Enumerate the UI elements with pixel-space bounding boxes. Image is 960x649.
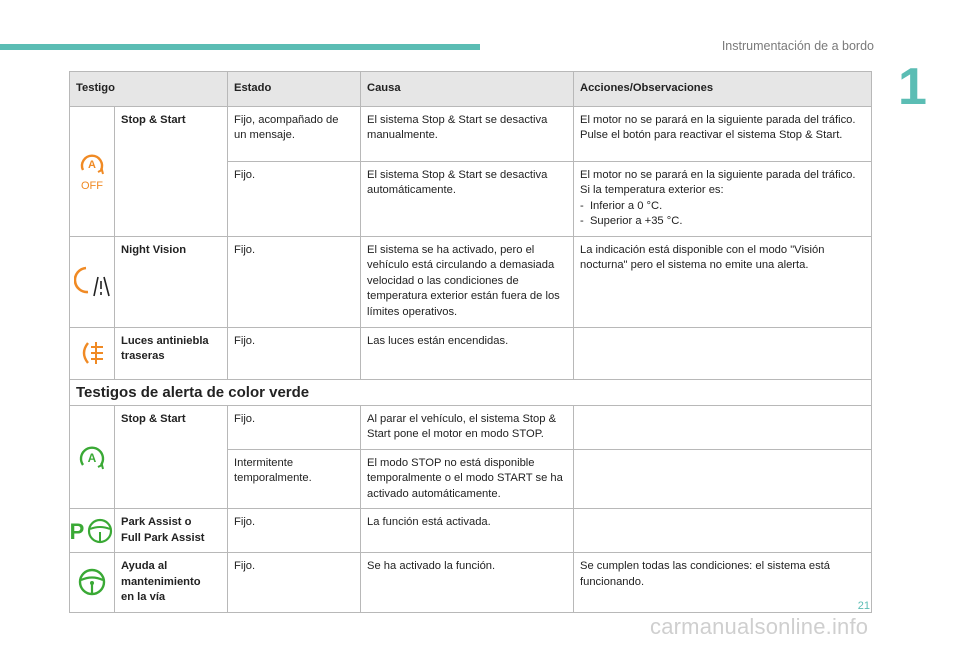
bullet-item: - Inferior a 0 °C.: [580, 199, 663, 212]
section-title: Instrumentación de a bordo: [721, 39, 874, 53]
state-text: Fijo, acompañado de un mensaje.: [228, 106, 361, 161]
bullet-item: - Superior a +35 °C.: [580, 215, 683, 227]
park-assist-icon: [70, 516, 114, 546]
icon-cell: [70, 509, 115, 553]
action-text: La indicación está disponible con el modo "Visión nocturna" pero el sistema no emite una alerta.: [574, 236, 872, 327]
cause-text: La función está activada.: [361, 509, 574, 553]
indicator-name: [115, 509, 228, 553]
column-header: Acciones/Observaciones: [574, 72, 872, 107]
indicator-name: Stop & Start: [115, 405, 228, 509]
cause-text: Se ha activado la función.: [361, 553, 574, 613]
state-text: Fijo.: [228, 405, 361, 449]
cause-text: El sistema se ha activado, pero el vehículo está circulando a demasiada velocidad o las condiciones de temperatura exterior están fuera de los límites operativos.: [361, 236, 574, 327]
page-number: 21: [857, 600, 870, 612]
state-text: Fijo.: [228, 161, 361, 236]
warning-lights-table: [69, 71, 872, 613]
column-header: Testigo: [70, 72, 228, 107]
table-row: [70, 553, 872, 613]
night-vision-icon: [74, 265, 110, 299]
park-letter: P: [70, 518, 85, 544]
chapter-number: 1: [898, 58, 927, 116]
icon-cell: [70, 405, 115, 509]
table-row: [70, 327, 872, 379]
name-line: traseras: [121, 350, 165, 362]
state-text: Fijo.: [228, 236, 361, 327]
action-text: [574, 106, 872, 161]
cause-text: Al parar el vehículo, el sistema Stop & Start pone el motor en modo STOP.: [361, 405, 574, 449]
action-text: [574, 509, 872, 553]
state-text: Fijo.: [228, 509, 361, 553]
bullet-text: Inferior a 0 °C.: [589, 199, 663, 212]
action-text: [574, 327, 872, 379]
cause-text: El modo STOP no está disponible temporalmente o el modo START se ha activado automáticamente.: [361, 449, 574, 509]
rear-fog-light-icon: [77, 340, 107, 366]
action-line: El motor no se parará en la siguiente parada del tráfico.: [580, 113, 856, 126]
cause-text: El sistema Stop & Start se desactiva automáticamente.: [361, 161, 574, 236]
stop-start-off-icon: [75, 149, 109, 193]
icon-cell: [70, 106, 115, 236]
lane-keeping-assist-icon: [76, 567, 108, 597]
cause-text: Las luces están encendidas.: [361, 327, 574, 379]
column-header: Causa: [361, 72, 574, 107]
name-line: mantenimiento: [121, 575, 201, 588]
bullet-text: Superior a +35 °C.: [589, 215, 683, 227]
cause-text: El sistema Stop & Start se desactiva manualmente.: [361, 106, 574, 161]
column-header: Estado: [228, 72, 361, 107]
icon-cell: [70, 236, 115, 327]
watermark: carmanualsonline.info: [650, 614, 869, 639]
stop-start-active-icon: [75, 442, 109, 472]
off-label: OFF: [81, 180, 103, 192]
icon-cell: [70, 327, 115, 379]
state-text: Fijo.: [228, 327, 361, 379]
stop-start-letter: A: [87, 450, 97, 465]
action-line: El motor no se parará en la siguiente parada del tráfico. Si la temperatura exterior es:: [580, 168, 856, 196]
action-line: Pulse el botón para reactivar el sistema Stop & Start.: [580, 129, 843, 141]
section-heading: Testigos de alerta de color verde: [70, 379, 872, 405]
name-line: Park Assist o: [121, 516, 192, 528]
state-text: Intermitente temporalmente.: [228, 449, 361, 509]
table-row: [70, 236, 872, 327]
indicator-name: [115, 553, 228, 613]
name-line: Luces antiniebla: [121, 334, 209, 347]
name-line: Full Park Assist: [121, 531, 205, 544]
table-row: [70, 405, 872, 449]
indicator-name: [115, 327, 228, 379]
table-header-row: [70, 72, 872, 107]
table-row: [70, 509, 872, 553]
action-text: [574, 161, 872, 236]
indicator-name: Stop & Start: [115, 106, 228, 236]
indicator-name: Night Vision: [115, 236, 228, 327]
table-row: [70, 106, 872, 161]
action-text: [574, 405, 872, 449]
icon-cell: [70, 553, 115, 613]
state-text: Fijo.: [228, 553, 361, 613]
name-line: Ayuda al: [121, 560, 168, 572]
action-text: [574, 449, 872, 509]
name-line: en la vía: [121, 591, 166, 603]
action-text: Se cumplen todas las condiciones: el sistema está funcionando.: [574, 553, 872, 613]
section-header-row: [70, 379, 872, 405]
header-accent-bar: [0, 44, 480, 50]
stop-start-letter: A: [88, 159, 96, 171]
